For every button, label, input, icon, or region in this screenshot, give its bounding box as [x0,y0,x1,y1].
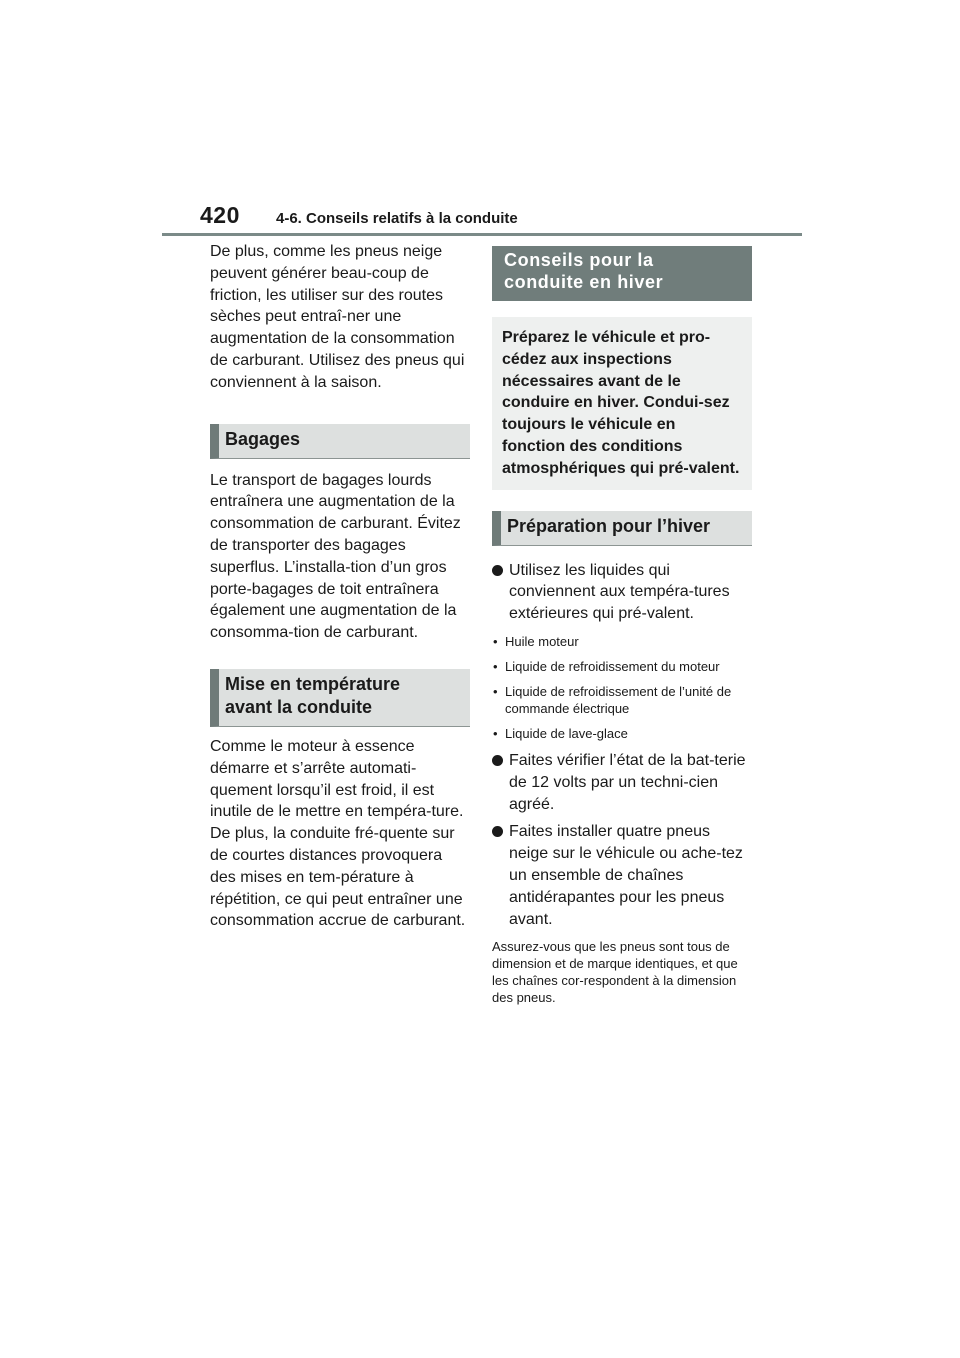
warmup-heading-line1: Mise en température [225,673,401,694]
winter-heading-line2: conduite en hiver [504,272,664,292]
bullet-battery [492,750,752,815]
list-item [492,658,752,675]
bullet-dot-icon [492,755,503,766]
warmup-heading [210,669,470,727]
list-item [492,683,752,717]
small-bullet-icon: • [493,725,498,741]
list-item-text: Liquide de lave-glace [505,725,628,741]
winter-intro-box [492,317,752,490]
list-item-text: Huile moteur [505,633,579,649]
list-item-text: Liquide de refroidissement du moteur [505,658,720,674]
left-column [210,241,470,932]
bullet-dot-icon [492,565,503,576]
warmup-body: Comme le moteur à essence démarre et s’arrête automati-quement lorsqu’il est froid, il est inutile de le mettre en tempéra-ture. De plus, la conduite fré-quente sur de courtes distances provoquera des mises en tem-pérature à répétition, ce qui peut entraîner une consommation accrue de carburant. [210,737,466,930]
winter-intro-text: Préparez le véhicule et pro-cédez aux inspections nécessaires avant de le conduire en hiver. Condui-sez toujours le véhicule en fonction des conditions atmosphériques qui pré-valent. [502,329,740,477]
preparation-heading [492,511,752,546]
small-bullet-icon: • [493,633,498,649]
bullet-tires-text: Faites installer quatre pneus neige sur le véhicule ou ache-tez un ensemble de chaînes antidérapantes pour les pneus avant. [509,823,743,928]
preparation-heading-text: Préparation pour l’hiver [507,515,711,536]
page-number: 420 [200,202,240,228]
bagages-body: Le transport de bagages lourds entraînera une augmentation de la consommation de carburant. Évitez de transporter des bagages superflus. L’installa-tion d’un gros porte-bagages de toit entraînera également une augmentation de la consomma-tion de carburant. [210,471,461,642]
tires-note: Assurez-vous que les pneus sont tous de dimension et de marque identiques, et que les chaînes cor-respondent à la dimension des pneus. [492,939,738,1006]
bullet-dot-icon [492,826,503,837]
winter-heading-line1: Conseils pour la [504,250,654,270]
bagages-heading [210,424,470,459]
winter-heading [492,246,752,301]
section-title: 4-6. Conseils relatifs à la conduite [276,210,518,227]
intro-paragraph: De plus, comme les pneus neige peuvent générer beau-coup de friction, les utiliser sur des routes sèches peut entraî-ner une augmentation de la consommation de carburant. Utilisez des pneus qui conviennent à la saison. [210,243,465,391]
header-rule [162,233,802,236]
liquids-list [492,633,752,742]
list-item [492,725,752,742]
warmup-heading-line2: avant la conduite [225,696,373,717]
bullet-liquids [492,560,752,625]
bullet-liquids-text: Utilisez les liquides qui conviennent aux tempéra-tures extérieures qui pré-valent. [509,561,730,623]
small-bullet-icon: • [493,683,498,699]
bagages-heading-text: Bagages [225,428,301,449]
list-item-text: Liquide de refroidissement de l’unité de commande électrique [505,683,732,716]
small-bullet-icon: • [493,658,498,674]
bullet-battery-text: Faites vérifier l’état de la bat-terie de 12 volts par un techni-cien agréé. [509,751,746,813]
right-column [492,241,752,1006]
bullet-tires [492,821,752,930]
list-item [492,633,752,650]
